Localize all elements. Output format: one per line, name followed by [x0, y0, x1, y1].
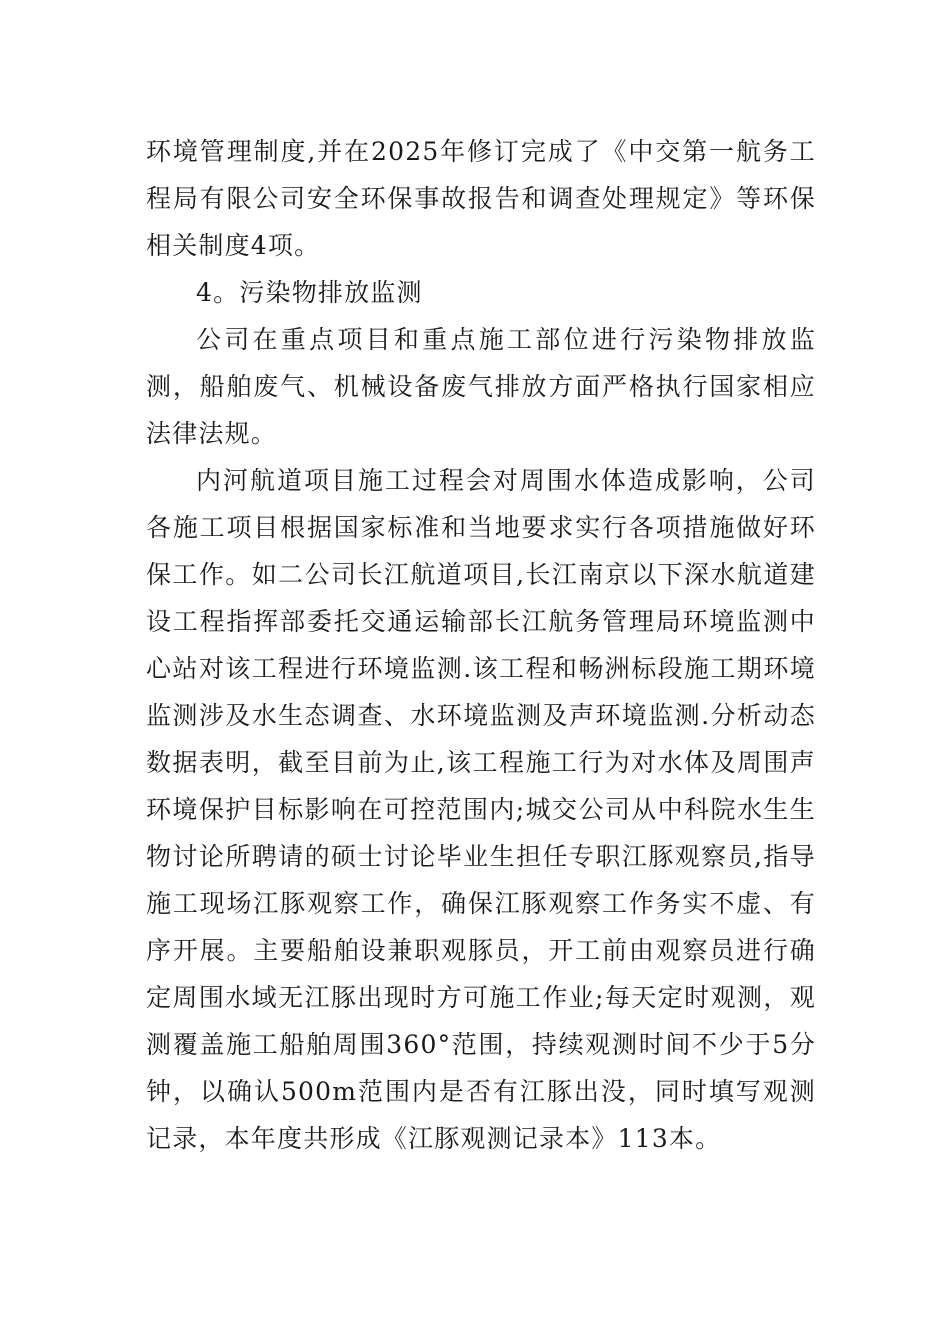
paragraph-environmental-regulations: 环境管理制度,并在2025年修订完成了《中交第一航务工程局有限公司安全环保事故报告和调查处理规定》等环保相关制度4项。: [146, 137, 816, 260]
paragraph-emission-monitoring: 公司在重点项目和重点施工部位进行污染物排放监测，船舶废气、机械设备废气排放方面严格执行国家相应法律法规。: [146, 325, 816, 448]
document-body: [146, 128, 816, 1162]
section-heading-pollutant-monitoring: 4。污染物排放监测: [196, 278, 423, 307]
paragraph-waterway-project-monitoring: 内河航道项目施工过程会对周围水体造成影响，公司各施工项目根据国家标准和当地要求实行各项措施做好环保工作。如二公司长江航道项目,长江南京以下深水航道建设工程指挥部委托交通运输部长江航务管理局环境监测中心站对该工程进行环境监测.该工程和畅洲标段施工期环境监测涉及水生态调查、水环境监测及声环境监测.分析动态数据表明，截至目前为止,该工程施工行为对水体及周围声环境保护目标影响在可控范围内;城交公司从中科院水生生物讨论所聘请的硕士讨论毕业生担任专职江豚观察员,指导施工现场江豚观察工作，确保江豚观察工作务实不虚、有序开展。主要船舶设兼职观豚员，开工前由观察员进行确定周围水域无江豚出现时方可施工作业;每天定时观测，观测覆盖施工船舶周围360°范围，持续观测时间不少于5分钟，以确认500m范围内是否有江豚出没，同时填写观测记录，本年度共形成《江豚观测记录本》113本。: [146, 466, 816, 1153]
